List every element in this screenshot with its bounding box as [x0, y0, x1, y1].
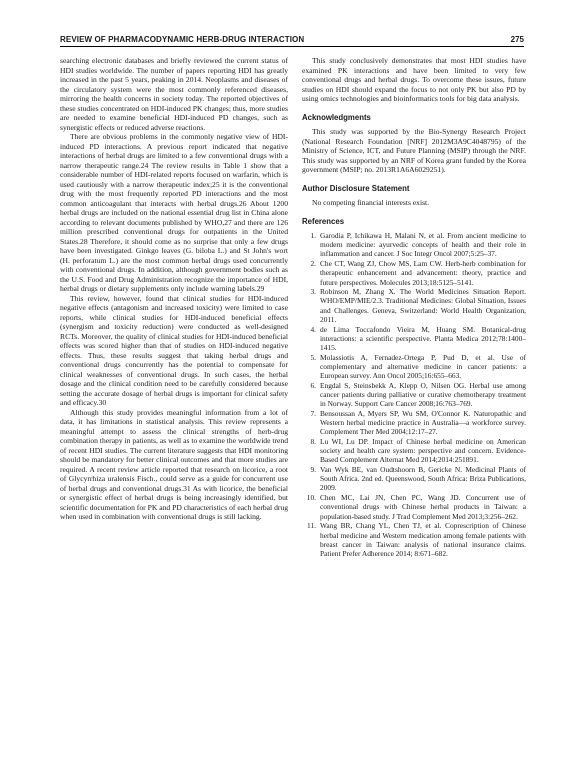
reference-item	[302, 521, 526, 558]
reference-item	[302, 493, 526, 521]
reference-number: 11.	[307, 521, 316, 531]
reference-number: 3.	[310, 287, 316, 297]
disclosure-heading: Author Disclosure Statement	[302, 183, 410, 193]
reference-text: Molassiotis A, Fernadez-Ortega P, Pud D, et al. Use of complementary and alternative medicine in cancer patients: a European survey. Ann Oncol 2005;16:655–663.	[320, 352, 526, 381]
right-column	[302, 56, 526, 559]
body-paragraph: This study conclusively demonstrates that most HDI studies have examined PK interactions and have been limited to very few conventional drugs and herbal drugs. To overcome these issues, future studies on HDI should expand the focus to not only PK but also PD by using omics technologies and bioinformatics tools for big data analysis.	[302, 56, 526, 103]
body-paragraph: searching electronic databases and briefly reviewed the current status of HDI studies worldwide. The number of papers reporting HDI has greatly increased in the past 5 years, peaking in 2014. Neoplasms and diseases of the circulatory system were the most commonly referenced diseases, mirroring the health concerns in society today. The reported objectives of these studies concentrated on HDI-induced PK changes; thus, more studies are needed to examine beneficial HDI-induced PD changes, such as synergistic effects or reduced adverse reactions.	[60, 56, 288, 132]
reference-number: 6.	[310, 380, 316, 390]
reference-text: Che CT, Wang ZJ, Chow MS, Lam CW. Herb-herb combination for therapeutic enhancement and advancement: theory, practice and future perspectives. Molecules 2013;18:5125–5141.	[320, 259, 526, 287]
reference-text: Bensoussan A, Myers SP, Wu SM, O'Connor K. Naturopathic and Western herbal medicine practice in Australia—a workforce survey. Complement Ther Med 2004;12:17–27.	[320, 408, 526, 437]
acknowledgments-text: This study was supported by the Bio-Synergy Research Project (National Research Foundation [NRF] 2012M3A9C4048795) of the Ministry of Science, ICT, and Future Planning (MSIP) through the NRF. This study was supported by an NRF of Korea grant funded by the Korea government (MSIP; no. 2013R1A6A6029251).	[302, 127, 526, 174]
reference-text: Chen MC, Lai JN, Chen PC, Wang JD. Concurrent use of conventional drugs with Chinese herbal products in Taiwan: a population-based study. J Trad Complement Med 2013;3:256–262.	[320, 493, 526, 521]
reference-item	[302, 409, 526, 437]
reference-number: 8.	[310, 436, 316, 446]
reference-number: 2.	[310, 259, 316, 269]
acknowledgments-heading: Acknowledgments	[302, 112, 371, 122]
reference-number: 10.	[306, 493, 316, 503]
references-heading: References	[302, 216, 345, 226]
page-number: 275	[510, 35, 524, 44]
body-paragraph: This review, however, found that clinical studies for HDI-induced negative effects (antagonism and increased toxicity) were limited to case reports, while clinical studies for HDI-induced beneficial effects (synergism and toxicity reduction) were conducted as well-designed RCTs. Moreover, the quality of clinical studies for HDI-induced beneficial effects was scored higher than that of studies on HDI-induced negative effects. Thus, these results suggest that taking herbal drugs and conventional drugs concurrently has the potential to compensate for clinical weaknesses of conventional drugs. In such cases, the herbal dosage and the clinical condition need to be carefully considered because setting the accurate dosage of herbal drugs is important for clinical safety and efficacy.30	[60, 293, 288, 407]
reference-item	[302, 353, 526, 381]
reference-text: Wang BR, Chang YL, Chen TJ, et al. Coprescription of Chinese herbal medicine and Western medication among female patients with breast cancer in Taiwan: analysis of national insurance claims. Patient Prefer Adherence 2014; 8:671–682.	[320, 521, 526, 558]
body-paragraph: Although this study provides meaningful information from a lot of data, it has limitations in statistical analysis. This review represents a meaningful attempt to assess the clinical strengths of herb-drug combination therapy in patients, as well as to examine the worldwide trend of recent HDI studies. The current literature suggests that HDI monitoring should be mandatory for better clinical outcomes and that more studies are required. A recent review article reported that research on licorice, a root of Glycyrrhiza uralensis Fisch., could serve as a guide for concurrent use of herbal drugs and conventional drugs.31 As with licorice, the beneficial or synergistic effect of herbal drugs is being increasingly identified, but scientific documentation for PK and PD characteristics of each herbal drug when used in combination with conventional drugs is still lacking.	[60, 407, 288, 521]
reference-item	[302, 325, 526, 353]
reference-text: Van Wyk BE, van Oudtshoorn B, Gericke N. Medicinal Plants of South Africa. 2nd ed. Queenswood, South Africa: Briza Publications, 2009.	[320, 465, 526, 493]
references-list	[302, 231, 526, 558]
reference-item	[302, 231, 526, 259]
reference-text: Garodia P, Ichikawa H, Malani N, et al. From ancient medicine to modern medicine: ayurvedic concepts of health and their role in inflammation and cancer. J Soc Integr Oncol 2007;5:25–37.	[320, 231, 526, 259]
reference-number: 5.	[310, 352, 316, 362]
reference-number: 9.	[310, 465, 316, 475]
reference-number: 7.	[310, 408, 316, 418]
reference-item	[302, 381, 526, 409]
reference-number: 4.	[310, 324, 316, 334]
reference-item	[302, 287, 526, 324]
reference-item	[302, 437, 526, 465]
body-paragraph: There are obvious problems in the commonly negative view of HDI-induced PD interactions. A previous report indicated that negative interactions of herbal drugs are limited to a few conventional drugs with a narrow therapeutic range.24 The review results in Table 1 show that a considerable number of HDI-related reports focused on warfarin, which is used cautiously with a narrow therapeutic index;25 it is the conventional drug with the most frequently reported PD interactions and the most common anticoagulant that interacts with herbal drugs.26 About 1200 herbal drugs are included on the national essential drug list in China alone according to relevant documents published by WHO,27 and there are 126 million prescribed conventional drugs for outpatients in the United States.28 Therefore, it should come as no surprise that only a few drugs have been investigated. Ginkgo leaves (G. biloba L.) and St John's wort (H. perforatum L.) are the most common herbal drugs used concurrently with conventional drugs. In addition, although government bodies such as the U.S. Food and Drug Administration recognize the importance of HDI, herbal drugs or dietary supplements only include warning labels.29	[60, 132, 288, 293]
reference-text: Lu WI, Lu DP. Impact of Chinese herbal medicine on American society and health care system: perspective and concern. Evidence-Based Complement Alternat Med 2014;2014:251891.	[320, 436, 526, 465]
reference-item	[302, 465, 526, 493]
disclosure-text: No competing financial interests exist.	[312, 198, 430, 207]
reference-number: 1.	[310, 231, 316, 240]
reference-item	[302, 259, 526, 287]
running-title: REVIEW OF PHARMACODYNAMIC HERB-DRUG INTERACTION	[60, 35, 305, 44]
reference-text: Engdal S, Steinsbekk A, Klepp O, Nilsen OG. Herbal use among cancer patients during palliative or curative chemotherapy treatment in Norway. Support Care Cancer 2008;16:763–769.	[320, 380, 526, 409]
reference-text: Robinson M, Zhang X. The World Medicines Situation Report. WHO/EMP/MIE/2.3. Traditional Medicines: Global Situation, Issues and Challenges. Geneva, Switzerland: World Health Organization, 2011.	[320, 287, 526, 324]
page-header	[60, 30, 524, 47]
left-column	[60, 56, 288, 522]
reference-text: de Lima Toccafondo Vieira M, Huang SM. Botanical-drug interactions: a scientific perspective. Planta Medica 2012;78:1400–1415.	[320, 324, 526, 352]
